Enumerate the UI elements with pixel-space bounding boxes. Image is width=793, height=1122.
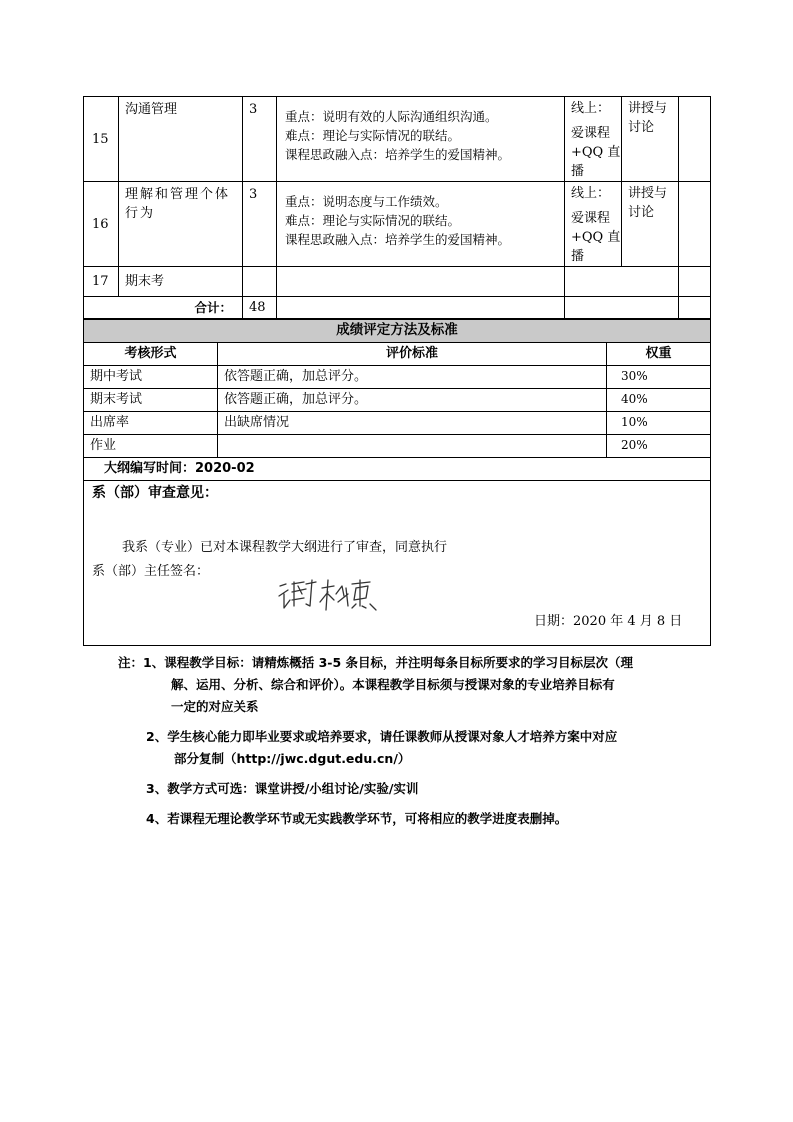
note-number: 1、	[143, 655, 165, 670]
mode-line: 线上：	[571, 186, 611, 201]
topic-cell: 沟通管理	[119, 97, 243, 182]
week-number: 15	[84, 97, 119, 182]
eval-form: 作业	[84, 435, 218, 458]
week-number: 16	[84, 182, 119, 267]
method-line: 讨论	[628, 120, 655, 135]
eval-weight: 30%	[607, 366, 711, 389]
schedule-row-15	[84, 97, 711, 182]
notes-prefix: 注：	[118, 655, 144, 670]
note-line: 一定的对应关系	[171, 699, 259, 714]
hours-cell	[243, 267, 277, 297]
note-number: 2、	[146, 729, 168, 744]
teaching-method-cell	[622, 97, 679, 182]
extra-cell	[679, 267, 711, 297]
evaluation-section-title: 成绩评定方法及标准	[84, 320, 711, 343]
note-line: 解、运用、分析、综合和评价）。本课程教学目标须与授课对象的专业培养目标有	[171, 677, 615, 692]
mode-line: +QQ 直	[571, 230, 621, 245]
extra-cell	[679, 97, 711, 182]
eval-weight: 40%	[607, 389, 711, 412]
difficulty: 难点：理论与实际情况的联结。	[285, 128, 461, 143]
teaching-method-cell	[622, 182, 679, 267]
eval-weight: 10%	[607, 412, 711, 435]
eval-form: 出席率	[84, 412, 218, 435]
eval-form: 期中考试	[84, 366, 218, 389]
note-item-3	[118, 778, 698, 800]
ideology-point: 课程思政融入点：培养学生的爱国精神。	[285, 147, 511, 162]
hours-cell: 3	[243, 97, 277, 182]
key-point: 重点：说明态度与工作绩效。	[285, 194, 448, 209]
description-cell	[277, 267, 565, 297]
evaluation-table	[83, 319, 711, 646]
mode-line: 爱课程	[571, 211, 611, 226]
total-label: 合计：	[84, 297, 243, 319]
header-criteria: 评价标准	[218, 343, 607, 366]
mode-line: +QQ 直	[571, 145, 621, 160]
total-row	[84, 297, 711, 319]
schedule-row-17	[84, 267, 711, 297]
mode-line: 播	[571, 249, 585, 264]
note-line: 学生核心能力即毕业要求或培养要求，请任课教师从授课对象人才培养方案中对应	[167, 729, 618, 744]
note-line: 若课程无理论教学环节或无实践教学环节，可将相应的教学进度表删掉。	[167, 811, 568, 826]
review-text: 我系（专业）已对本课程教学大纲进行了审查，同意执行	[122, 540, 448, 555]
eval-criteria	[218, 435, 607, 458]
handwritten-signature	[276, 576, 386, 616]
schedule-table	[83, 96, 711, 319]
topic-cell: 期末考	[119, 267, 243, 297]
mode-line: 播	[571, 164, 585, 179]
evaluation-row	[84, 389, 711, 412]
eval-criteria: 依答题正确，加总评分。	[218, 389, 607, 412]
evaluation-row	[84, 412, 711, 435]
header-weight: 权重	[607, 343, 711, 366]
note-line: 教学方式可选：课堂讲授/小组讨论/实验/实训	[167, 781, 419, 796]
note-item-4	[118, 808, 698, 830]
method-line: 讲授与	[628, 186, 668, 201]
notes-section	[118, 652, 698, 838]
method-line: 讲授与	[628, 101, 668, 116]
extra-cell	[679, 182, 711, 267]
ideology-point: 课程思政融入点：培养学生的爱国精神。	[285, 232, 511, 247]
description-cell	[277, 182, 565, 267]
delivery-mode-cell	[565, 267, 679, 297]
eval-weight: 20%	[607, 435, 711, 458]
note-number: 3、	[146, 781, 168, 796]
key-point: 重点：说明有效的人际沟通组织沟通。	[285, 109, 498, 124]
header-form: 考核形式	[84, 343, 218, 366]
eval-criteria: 依答题正确，加总评分。	[218, 366, 607, 389]
week-number: 17	[84, 267, 119, 297]
description-cell	[277, 97, 565, 182]
note-line: 课程教学目标：请精炼概括 3-5 条目标，并注明每条目标所要求的学习目标层次（理	[164, 655, 634, 670]
note-number: 4、	[146, 811, 168, 826]
total-empty	[277, 297, 565, 319]
method-line: 讨论	[628, 205, 655, 220]
delivery-mode-cell	[565, 97, 622, 182]
total-empty	[565, 297, 679, 319]
evaluation-header-row	[84, 343, 711, 366]
total-hours: 48	[243, 297, 277, 319]
mode-line: 线上：	[571, 101, 611, 116]
eval-criteria: 出缺席情况	[218, 412, 607, 435]
note-item-1	[118, 652, 698, 718]
note-line: 部分复制（http://jwc.dgut.edu.cn/）	[174, 751, 411, 766]
review-cell	[84, 481, 711, 646]
note-item-2	[118, 726, 698, 770]
review-title: 系（部）审查意见：	[92, 485, 218, 501]
delivery-mode-cell	[565, 182, 622, 267]
evaluation-row	[84, 435, 711, 458]
topic-cell: 理解和管理个体行为	[119, 182, 243, 267]
difficulty: 难点：理论与实际情况的联结。	[285, 213, 461, 228]
outline-date: 大纲编写时间：2020-02	[84, 458, 711, 481]
hours-cell: 3	[243, 182, 277, 267]
schedule-row-16	[84, 182, 711, 267]
eval-form: 期末考试	[84, 389, 218, 412]
signature-label: 系（部）主任签名：	[92, 564, 210, 579]
mode-line: 爱课程	[571, 126, 611, 141]
review-date: 日期：2020 年 4 月 8 日	[534, 614, 683, 629]
review-section	[84, 481, 710, 645]
total-empty	[679, 297, 711, 319]
evaluation-row	[84, 366, 711, 389]
